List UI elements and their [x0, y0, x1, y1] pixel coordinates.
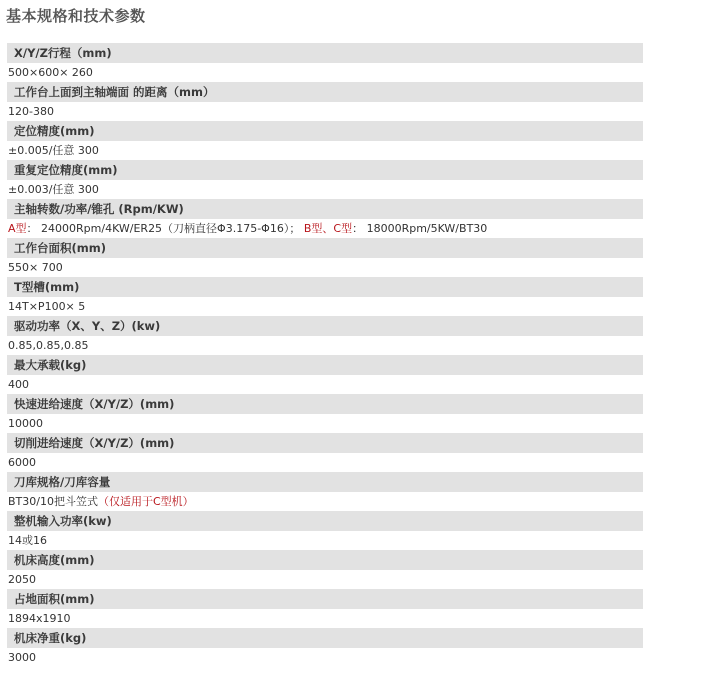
- spec-label: 切削进给速度（X/Y/Z）(mm): [7, 433, 643, 453]
- spec-value: 1894x1910: [8, 612, 71, 625]
- model-a-spec: ： 24000Rpm/4KW/ER25（刀柄直径Φ3.175-Φ16）；: [26, 222, 304, 235]
- spec-row-machine-height: [7, 550, 643, 589]
- spec-value: ±0.003/任意 300: [8, 183, 99, 196]
- spec-value: 400: [8, 378, 29, 391]
- spec-value: ±0.005/任意 300: [8, 144, 99, 157]
- spec-value: [7, 492, 643, 511]
- spec-value: 14T×P100× 5: [8, 300, 86, 313]
- spec-value: 120-380: [8, 105, 54, 118]
- tool-magazine-note: （仅适用于C型机）: [97, 495, 194, 508]
- spec-label: 重复定位精度(mm): [7, 160, 643, 180]
- spec-label: T型槽(mm): [7, 277, 643, 297]
- spec-row-table-area: [7, 238, 643, 277]
- model-bc-spec: ： 18000Rpm/5KW/BT30: [352, 222, 488, 235]
- spec-label: 工作台面积(mm): [7, 238, 643, 258]
- spec-label: 快速进给速度（X/Y/Z）(mm): [7, 394, 643, 414]
- spec-label: 机床净重(kg): [7, 628, 643, 648]
- spec-row-tool-magazine: [7, 472, 643, 511]
- spec-label: 机床高度(mm): [7, 550, 643, 570]
- spec-row-max-load: [7, 355, 643, 394]
- page-title: 基本规格和技术参数: [6, 7, 146, 25]
- spec-row-cutting-feed: [7, 433, 643, 472]
- spec-row-spindle: [7, 199, 643, 238]
- spec-label: 工作台上面到主轴端面 的距离（mm）: [7, 82, 643, 102]
- spec-label: 最大承载(kg): [7, 355, 643, 375]
- spec-value: [7, 219, 643, 238]
- spec-row-floor-area: [7, 589, 643, 628]
- spec-row-table-to-spindle: [7, 82, 643, 121]
- model-a-tag: A型: [8, 222, 27, 235]
- spec-value: 14或16: [8, 534, 47, 547]
- spec-label: 定位精度(mm): [7, 121, 643, 141]
- spec-row-input-power: [7, 511, 643, 550]
- spec-label: 驱动功率（X、Y、Z）(kw): [7, 316, 643, 336]
- spec-row-t-slot: [7, 277, 643, 316]
- spec-row-rapid-feed: [7, 394, 643, 433]
- spec-row-repeat-accuracy: [7, 160, 643, 199]
- spec-label: X/Y/Z行程（mm): [7, 43, 643, 63]
- spec-label: 占地面积(mm): [7, 589, 643, 609]
- spec-label: 刀库规格/刀库容量: [7, 472, 643, 492]
- spec-row-drive-power: [7, 316, 643, 355]
- model-bc-tag: B型、C型: [303, 222, 353, 235]
- spec-row-net-weight: [7, 628, 643, 667]
- spec-label: 整机输入功率(kw): [7, 511, 643, 531]
- spec-label: 主轴转数/功率/锥孔 (Rpm/KW): [7, 199, 643, 219]
- spec-value: 10000: [8, 417, 43, 430]
- spec-value: 3000: [8, 651, 36, 664]
- spec-value: 500×600× 260: [8, 66, 93, 79]
- spec-value: 0.85,0.85,0.85: [8, 339, 89, 352]
- spec-table: [7, 43, 643, 667]
- spec-value: 2050: [8, 573, 36, 586]
- spec-value: 6000: [8, 456, 36, 469]
- spec-row-positioning-accuracy: [7, 121, 643, 160]
- spec-row-xyz-travel: [7, 43, 643, 82]
- spec-value: 550× 700: [8, 261, 63, 274]
- tool-magazine-spec: BT30/10把斗笠式: [8, 495, 98, 508]
